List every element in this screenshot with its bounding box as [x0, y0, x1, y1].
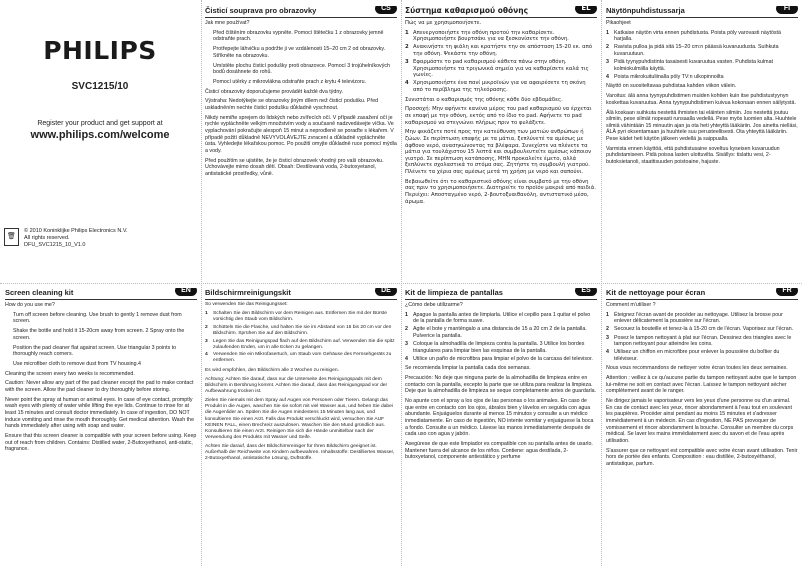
step-4: 4 Utilice un paño de microfibra para limpiar el polvo de la carcasa del televisor. [405, 355, 593, 362]
caution: Attention : veillez à ce qu'aucune partie du tampon nettoyant autre que le tampon lui-même ne soit en contact avec l'écran. Laissez le tampon nettoyant sécher complètement avant de le ranger. [606, 375, 797, 395]
how-heading: Πώς να με χρησιμοποιήσετε. [405, 20, 482, 26]
recommendation: Čisticí obrazovky doporučujeme provádět každé dva týdny. [205, 88, 343, 95]
doc-code: DFU_SVC1215_10_V1.0 [24, 242, 86, 248]
safety-warning: Zielen Sie niemals mit dem Spray auf Augen von Personen oder Tieren. Gelangt das Produkt in die Augen, waschen Sie sie sofort mit viel Wasser aus, und heben Sie dabei die Augenlider an. Spülen Sie die Augen mindestens 15 Minuten lang aus, und konsultieren Sie einen Arzt. Falls das Produkt verschluckt wird, versuchen Sie AUF KEINEN FALL, einen Brechreiz auszulösen. Waschen Sie den Mund gründlich aus. Konsultieren Sie einen Arzt. Reinigen Sie sich die Hände unmittelbar nach der Verwendung des Produkts mit Wasser und Seife. [205, 398, 393, 440]
caution: Varoitus: älä anna tyynypuhdistimen muiden kohtien kuin itse puhdistustyynyn koskettaa kuvaruutua. Anna tyynypuhdistimen kuivua kokonaan ennen säilytystä. [606, 93, 796, 106]
contents: Asegúrese de que este limpiador es compatible con su pantalla antes de usarlo. Mantener fuera del alcance de los niños. Contiene: agua destilada, 2-butoxyetanol, componente antiestático y perfume [405, 440, 593, 461]
step-2: 2 Secouez la bouteille et tenez-la à 15-20 cm de l'écran. Vaporisez sur l'écran. [606, 326, 794, 333]
safety-warning: Never point the spray at human or animal eyes. In case of eye contact, promptly wash eyes with plenty of water while lifting the eye lids. Continue to rinse for at least 15 minutes and consult doctor immediately. In case of ingestion, DO NOT induce vomiting and rinse the mouth thoroughly. Get medical attention. Wash the hands immediately after using with soap and water. [5, 396, 195, 430]
how-heading: So verwenden Sie das Reinigungsset: [205, 302, 288, 307]
caution: Precaución: No deje que ninguna parte de la almohadilla de limpieza entre en contacto con la pantalla, excepto la parte que se utiliza para realizar la limpieza. Deje que la almohadilla de limpieza se seque completamente antes de guardarla. [405, 375, 597, 395]
caution: Caution: Never allow any part of the pad cleaner except the pad to make contact with the screen. Allow the pad cleaner to dry thoroughly before storing. [5, 380, 194, 394]
section-title: Čisticí souprava pro obrazovky CS [205, 6, 397, 18]
language-badge: EL [575, 6, 597, 14]
panel-en [5, 288, 197, 562]
language-badge: ES [575, 288, 597, 296]
step-2: 2 Agite el bote y manténgalo a una distancia de 15 a 20 cm 2 de la pantalla. Pulverice la pantalla. [405, 326, 587, 340]
step-2: 2 Ανακινήστε τη φιάλη και κρατήστε την σε απόσταση 15-20 εκ. από την οθόνη. Ψεκάστε την οθόνη. [405, 44, 593, 58]
step-1: Před čištěním obrazovku vypněte. Pomocí štětečku 1 z obrazovky jemně odstraňte prach. [213, 29, 384, 43]
language-badge: EN [175, 288, 197, 296]
copyright-block [24, 228, 128, 249]
contents: Před použitím se ujistěte, že je čisticí obrazovek vhodný pro vaši obrazovku. Uchovávejte mimo dosah dětí. Obsah: Destilovaná voda, 2-butoxyetanol, antistatické prostředky, vůně. [205, 157, 384, 177]
register-text: Register your product and get support at [37, 120, 163, 127]
safety-warning: Ne dirigez jamais le vaporisateur vers les yeux d'une personne ou d'un animal. En cas de contact avec les yeux, rincer abondamment à l'eau tout en soulevant les paupières. Procéder ainsi pendant au moins 15 minutes et s'adresser immédiatement à un médecin. En cas d'ingestion, NE PAS provoquer de vomissement et rincer abondamment la bouche. Consulter un membre du corps médical. Se laver les mains immédiatement avec du savon et de l'eau après utilisation. [606, 398, 794, 444]
caution: Achtung: Achten Sie darauf, dass nur die Unterseite des Reinigungspads mit dem Bildschirm in Berührung kommt. Achten Sie darauf, dass das Reinigungspad vor der Aufbewahrung trocken ist. [205, 376, 388, 394]
recommendation: Συνιστάται ο καθαρισμός της οθόνης κάθε δύο εβδομάδες. [405, 96, 563, 103]
contents: Varmista ennen käyttöä, että puhdistusaine soveltuu kyseisen kuvaruudun puhdistamiseen. Pidä poissa lasten ulottuvilta. Sisällys: tislattu vesi, 2-butoksietanoli, staattisuuden poistoaine, hajuste. [606, 145, 780, 165]
step-4: 4 Χρησιμοποιήστε ένα πανί μικροϊνών για να αφαιρέσετε τη σκόνη από το περίβλημα της τηλεόρασης. [405, 80, 586, 94]
contents: Ensure that this screen cleaner is compatible with your screen before using. Keep out of reach from children. Contains: Distilled water, 2-Butoxyethanol, anti-static, fragrance. [5, 433, 197, 453]
language-badge: FI [776, 6, 798, 14]
support-url[interactable]: www.philips.com/welcome [30, 129, 170, 141]
step-2: Protřepejte láhvičku a podržte ji ve vzdálenosti 15–20 cm 2 od obrazovky. Stříkněte na obrazovku. [213, 46, 386, 59]
how-heading: ¿Cómo debe utilizarme? [405, 302, 463, 308]
step-4: Pomocí utěrky z mikrovlákna odstraňte prach z krytu 4 televizoru. [213, 78, 367, 85]
model-number: SVC1215/10 [71, 81, 129, 92]
step-4: 4 Verwenden Sie ein Mikrofasertuch, um Staub vom Gehäuse des Fernsehgeräts zu entfernen. [205, 352, 392, 364]
language-badge: DE [375, 288, 397, 296]
section-title: Screen cleaning kit EN [5, 288, 197, 300]
step-3: Umístěte plochu čisticí podušky proti obrazovce. Pomocí 3 trojúhelníkových bodů dosáhnete do rohů. [213, 62, 390, 76]
panel-es [405, 288, 597, 562]
section-title: Näytönpuhdistussarja FI [606, 6, 798, 18]
recommendation: Nous vous recommandons de nettoyer votre écran toutes les deux semaines. [606, 365, 788, 372]
safety-warning: No apunte con el spray a los ojos de las personas o los animales. En caso de que entre en contacto con los ojos, ábralos bien y lávelos en seguida con agua abundante. Enjuáguelos durante al menos 15 minutos y consulte a un médico inmediatamente. En caso de ingestión, NO intente vomitar y enjuáguese la boca a fondo. Consulte a un médico. Lávese las manos inmediatamente después de cada uso con agua y jabón. [405, 398, 594, 438]
recommendation: Es wird empfohlen, den Bildschirm alle 2 Wochen zu reinigen. [205, 367, 339, 373]
step-3: 3 Legen Sie das Reinigungspad flach auf den Bildschirm auf. Verwenden Sie die spitz zulaufenden Enden, um in alle Ecken zu gelangen. [205, 338, 395, 350]
caution: Výstraha: Nedotýkejte se obrazovky jiným dílem než čisticí podušku. Před uskladněním nechte čisticí podušku důkladně vyschnout. [205, 98, 379, 112]
step-1: Turn off screen before cleaning. Use brush to gently 1 remove dust from screen. [13, 311, 182, 325]
contents: Βεβαιωθείτε ότι το καθαριστικό οθόνης είναι συμβατό με την οθόνη σας πριν το χρησιμοποιήσετε. Διατηρείτε το προϊόν μακριά από παιδιά. Περιέχει: Αποσταγμένο νερό, 2-βουτοξυαιθανόλη, αντιστατικό μέσο, άρωμα. [405, 178, 596, 205]
caution: Προσοχή: Μην αφήνετε κανένα μέρος του pad καθαρισμού να έρχεται σε επαφή με την οθόνη, εκτός από το ίδιο το pad. Αφήνετε το pad καθαρισμού να στεγνώνει πλήρως πριν το φυλάξετε. [405, 106, 592, 126]
language-badge: FR [776, 288, 798, 296]
step-2: Shake the bottle and hold it 15-20cm away from screen. 2 Spray onto the screen. [13, 328, 185, 341]
recommendation: Näyttö on suositeltavaa puhdistaa kahden viikon välein. [606, 83, 737, 90]
step-4: 4 Poista mikrokuituliinalla pöly TV:n ulkopinnoilta [606, 73, 724, 80]
step-2: 2 Schütteln Sie die Flasche, und halten Sie sie im Abstand von 15 bis 20 cm vor den Bildschirm. Sprühen Sie auf den Bildschirm. [205, 324, 392, 337]
how-heading: Comment m'utiliser ? [606, 302, 656, 308]
safety-warning: Nikdy nemiřte sprejem do lidských nebo zvířecích očí. V případě zasažení očí je rychle vypláchněte velkým množstvím vody a současně nadzvedávejte víčka. Ve vyplachování pokračujte alespoň 15 minut a neprodleně se poraďte s lékařem. V případě požití důkladně NEVYVOLÁVEJTE zvracení a důkladně vypláchněte ústa. Vyhledejte lékařskou pomoc. Po použití omyjte důkladně ruce pomocí mýdla a vody. [205, 114, 397, 154]
safety-warning: Μην ψεκάζετε ποτέ προς την κατεύθυνση των ματιών ανθρώπων ή ζώων. Σε περίπτωση επαφής με τα μάτια, ξεπλύνετέ τα αμέσως με άφθονο νερό, ανασηκώνοντας τα βλέφαρα. Συνεχίστε να πλένετε τα μάτια για τουλάχιστον 15 λεπτά και συμβουλευτείτε αμέσως κάποιον γιατρό. Σε περίπτωση κατάποσης, ΜΗΝ προκαλείτε έμετο, αλλά ξεπλύνετε σχολαστικά το στόμα σας. Ζητήστε τη συμβουλή γιατρού. Πλένετε τα χέρια σας αμέσως μετά τη χρήση με νερό και σαπούνι. [405, 129, 592, 175]
step-3: 3 Pidä tyynypuhdistinta tasaisesti kuvaruutua vasten. Puhdista kulmat kolmiokulmiilla käyttä. [606, 59, 773, 72]
step-3: 3 Εφαρμόστε το pad καθαρισμού κάθετα πάνω στην οθόνη. Χρησιμοποιήστε τα τριγωνικά σημεία για να καθαρίσετε καλά τις γωνίες. [405, 59, 589, 79]
step-3: 3 Coloque la almohadilla de limpieza contra la pantalla. 3 Utilice los bordes triangulares para limpiar bien las esquinas de la pantalla. [405, 341, 585, 354]
philips-logo: PHILIPS [43, 36, 157, 65]
rights-line: All rights reserved. [24, 235, 70, 241]
step-1: 1 Schalten Sie den Bildschirm vor dem Reinigen aus. Entfernen Sie mit der Bürste vorsichtig den Staub vom Bildschirm. [205, 311, 387, 323]
panel-fr [606, 288, 798, 562]
step-4: 4 Utilisez un chiffon en microfibre pour enlever la poussière du boîtier du téléviseur. [606, 349, 780, 362]
contents: Achten Sie darauf, dass der Bildschirmreiniger für Ihren Bildschirm geeignet ist. Außerhalb der Reichweite von Kindern aufbewahren. Inhaltsstoffe: Destilliertes Wasser, 2-Butoxyethanol, antistatische Lösung, Duftstoffe. [205, 444, 395, 462]
how-heading: How do you use me? [5, 302, 55, 308]
panel-el [405, 6, 597, 280]
copyright-line: © 2010 Koninklijke Philips Electronics N.V. [24, 228, 128, 234]
section-title: Kit de limpieza de pantallas ES [405, 288, 597, 300]
step-3: 3 Posez le tampon nettoyant à plat sur l'écran. Dessinez des triangles avec le tampon nettoyant pour atteindre les coins. [606, 334, 792, 348]
section-title: Kit de nettoyage pour écran FR [606, 288, 798, 300]
step-1: 1 Éteignez l'écran avant de procéder au nettoyage. Utilisez la brosse pour enlever délicatement la poussière sur l'écran. [606, 311, 783, 325]
cover-panel [0, 0, 200, 283]
safety-warning: Älä koskaan suihkuta nestettä ihmisten tai eläinten silmiin. Jos nestettä joutuu silmiin, pese silmät nopeasti runsaalla vedellä. Pese myös luomien alta. Huuhtele silmiä vähintään 15 minuutin ajan ja ota heti yhteyttä lääkäriin. Jos ainetta nielläsi, ÄLÄ pyri oksentamaan ja huuhtele suu perusteellisesti. Ota yhteyttä lääkäriin. Pese kädet heti käytön jälkeen vedellä ja saippualla. [606, 109, 798, 142]
recycle-bin-icon: 🗑 [4, 228, 19, 246]
how-heading: Pikaohjeet [606, 20, 631, 26]
recommendation: Se recomienda limpiar la pantalla cada dos semanas. [405, 365, 531, 372]
recommendation: Cleaning the screen every two weeks is recommended. [5, 370, 135, 377]
language-badge: CS [375, 6, 397, 14]
how-heading: Jak mne používat? [205, 20, 250, 26]
step-1: 1 Katkaise näytön virta ennen puhdistusta. Poista pöly varovasti näytöstä harjalla. [606, 29, 781, 43]
step-2: 2 Ravista pulloa ja pidä sitä 15–20 cm:n päässä kuvaruudusta. Suihkuta kuvaruutuun. [606, 44, 779, 58]
step-1: 1 Apague la pantalla antes de limpiarla. Utilice el cepillo para 1 quitar el polvo de la pantalla de forma suave. [405, 311, 591, 325]
contents: S'assurer que ce nettoyant est compatible avec votre écran avant utilisation. Tenir hors de portée des enfants. Composition : eau distillée, 2-butoxyéthanol, antistatique, parfum. [606, 447, 798, 467]
panel-cs [205, 6, 397, 280]
panel-de [205, 288, 397, 562]
section-title: Bildschirmreinigungskit DE [205, 288, 397, 300]
step-4: Use microfiber cloth to remove dust from TV housing.4 [13, 360, 141, 367]
step-1: 1 Απενεργοποιήστε την οθόνη προτού την καθαρίσετε. Χρησιμοποιήστε βουρτσάκι για να ξεσκονίσετε την οθόνη. [405, 29, 569, 43]
panel-fi [606, 6, 798, 280]
section-title: Σύστημα καθαρισμού οθόνης EL [405, 6, 597, 18]
step-3: Position the pad cleaner flat against screen. Use triangular 3 points to thoroughly reach corners. [13, 344, 177, 358]
